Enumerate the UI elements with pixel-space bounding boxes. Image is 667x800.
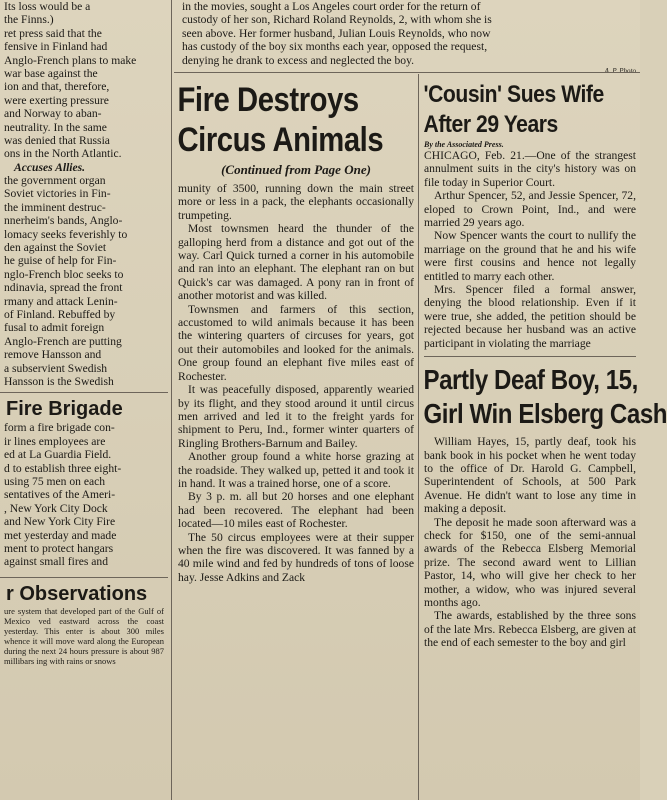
- headline-partly-deaf-boy: Partly Deaf Boy, 15,: [423, 364, 638, 396]
- paragraph: William Hayes, 15, partly deaf, took his bank book in his pocket when he went today to the office of Dr. Harold G. Campbell, Superintendent of Schools, at 500 Park Avenue. He didn't want to lose any time in making a deposit.: [424, 435, 636, 516]
- text-line: d to establish three eight-: [4, 461, 122, 475]
- text-line: nglo-French bloc seeks to: [4, 267, 124, 281]
- text-line: the government organ: [4, 173, 106, 187]
- paragraph: CHICAGO, Feb. 21.—One of the strangest annulment suits in the city's history was on file today in Superior Court.: [424, 149, 636, 189]
- text-line: ndinavia, spread the front: [4, 281, 123, 295]
- text-line: ons in the North Atlantic.: [4, 147, 122, 161]
- finland-story-text: [0, 0, 168, 161]
- left-column: [0, 0, 168, 800]
- text-line: fusal to admit foreign: [4, 321, 105, 335]
- paragraph: Now Spencer wants the court to nullify the marriage on the ground that he and his wife were first cousins and hence not legally entitled to marry each other.: [424, 229, 636, 283]
- text-line: ment to protect hangars: [4, 542, 114, 556]
- divider: [0, 577, 168, 578]
- text-line: Anglo-French plans to make: [4, 53, 137, 67]
- text-line: Anglo-French are putting: [4, 334, 122, 348]
- text-line: form a fire brigade con-: [4, 421, 115, 435]
- right-column: [420, 80, 667, 800]
- elsberg-story-text: [420, 435, 640, 650]
- text-line: remove Hansson and: [4, 348, 102, 362]
- text-line: Hansson is the Swedish: [4, 374, 114, 388]
- headline-observations: r Observations: [6, 582, 148, 605]
- paragraph: By 3 p. m. all but 20 horses and one elephant had been recovered. The elephant had been located—10 miles east of Rochester.: [178, 490, 414, 531]
- text-line: war base against the: [4, 67, 98, 81]
- text-line: the imminent destruc-: [4, 200, 106, 214]
- allies-story-text: [0, 174, 168, 389]
- circus-story-text: [174, 182, 418, 584]
- text-line: was denied that Russia: [4, 134, 110, 148]
- text-line: rmany and attack Lenin-: [4, 294, 118, 308]
- paragraph: It was peacefully disposed, apparently wearied by its flight, and they stood around it until circus men arrived and led it to the freight yards for shipment to Peru, Ind., former winter quarters of Ringling Brothers-Barnum and Bailey.: [178, 383, 414, 450]
- headline-after-29-years: After 29 Years: [423, 111, 558, 138]
- paragraph: Most townsmen heard the thunder of the galloping herd from a distance and got out of the way. Carl Quick turned a corner in his automobile and ran into an elephant. The elephant ran on but Quick's car was damaged. A pony ran in front of another motorist and was killed.: [178, 222, 414, 303]
- text-line: and New York City Fire: [4, 515, 116, 529]
- headline-fire-brigade: Fire Brigade: [6, 398, 123, 421]
- text-line: ret press said that the: [4, 26, 102, 40]
- photo-caption: [178, 0, 640, 75]
- text-line: lomacy seeks feverishly to: [4, 227, 128, 241]
- text-line: the Finns.): [4, 13, 54, 27]
- text-line: Soviet victories in Fin-: [4, 187, 111, 201]
- caption-line: custody of her son, Richard Roland Reynolds, 2, with whom she is: [182, 13, 492, 27]
- paragraph: Mrs. Spencer filed a formal answer, denying the blood relationship. Even if it were true, she added, the petition should be rejected because her husband was an active participant in violating the marriage: [424, 283, 636, 350]
- text-line: met yesterday and made: [4, 528, 117, 542]
- text-line: Its loss would be a: [4, 0, 91, 13]
- text-line: neutrality. In the same: [4, 120, 107, 134]
- paragraph: Townsmen and farmers of this section, accustomed to wild animals because it has been the wintering quarters of circuses for years, got out their automobiles and looked for the animals. One group found an elephant five miles east of Rochester.: [178, 302, 414, 383]
- text-line: , New York City Dock: [4, 501, 108, 515]
- paragraph: Another group found a white horse grazing at the roadside. They walked up, petted it and took it in hand. It was a trained horse, one of a score.: [178, 450, 414, 490]
- continued-note: (Continued from Page One): [221, 162, 371, 177]
- headline-elsberg-cash: Girl Win Elsberg Cash: [423, 398, 667, 430]
- column-rule: [171, 0, 172, 800]
- text-line: he guise of help for Fin-: [4, 254, 117, 268]
- annulment-story-text: [420, 149, 640, 350]
- headline-circus-animals: Circus Animals: [177, 121, 384, 159]
- column-rule: [418, 74, 419, 800]
- paragraph: munity of 3500, running down the main street more or less in a pack, the elephants occasionally trumpeting.: [178, 182, 414, 222]
- text-line: against small fires and: [4, 555, 108, 569]
- text-line: ion and that, therefore,: [4, 80, 110, 94]
- caption-line: denying he drank to excess and neglected the boy.: [182, 53, 415, 67]
- text-line: and Norway to aban-: [4, 107, 102, 121]
- text-line: a subservient Swedish: [4, 361, 108, 375]
- divider: [0, 392, 168, 393]
- paragraph: Arthur Spencer, 52, and Jessie Spencer, 72, eloped to Crown Point, Ind., and were married 29 years ago.: [424, 189, 636, 230]
- divider: [424, 356, 636, 357]
- text-line: nnerheim's bands, Anglo-: [4, 214, 123, 228]
- text-line: of Finland. Rebuffed by: [4, 307, 116, 321]
- middle-column: [174, 80, 418, 800]
- text-line: were exerting pressure: [4, 93, 109, 107]
- headline-cousin-sues: 'Cousin' Sues Wife: [423, 81, 604, 108]
- fire-brigade-text: [0, 421, 168, 568]
- paragraph: The 50 circus employees were at their supper when the fire was discovered. It was fanned by a 40 mile wind and fed by hundreds of tons of loose hay. Jesse Adkins and Zack: [178, 530, 414, 584]
- paragraph: The awards, established by the three sons of the late Mrs. Rebecca Elsberg, are given at the end of each semester to the boy and girl: [424, 609, 636, 650]
- text-line: den against the Soviet: [4, 240, 107, 254]
- subhead-accuses-allies: Accuses Allies.: [14, 160, 86, 174]
- text-line: using 75 men on each: [4, 475, 106, 488]
- divider: [174, 72, 640, 73]
- text-line: ed at La Guardia Field.: [4, 448, 112, 462]
- caption-line: has custody of the boy six months each year, opposed the request,: [182, 40, 488, 54]
- headline-fire-destroys: Fire Destroys: [177, 81, 359, 119]
- weather-text: ure system that developed part of the Gulf of Mexico ved eastward across the coast yesterday. This enter is about 300 miles whence it will move ward along the European during the next 24 hours pressure is about 987 millibars ing with rains or snows: [4, 605, 164, 666]
- caption-line: seen above. Her former husband, Julian Louis Reynolds, who now: [182, 26, 491, 40]
- caption-line: in the movies, sought a Los Angeles court order for the return of: [182, 0, 481, 13]
- byline: By the Associated Press.: [424, 140, 504, 149]
- text-line: ir lines employees are: [4, 434, 106, 448]
- text-line: sentatives of the Ameri-: [4, 488, 116, 502]
- text-line: fensive in Finland had: [4, 40, 108, 54]
- paragraph: The deposit he made soon afterward was a check for $150, one of the semi-annual awards of the Rebecca Elsberg Memorial prize. The second award went to Lillian Pastor, 14, who will give her check to her mother, a widow, who was injured several months ago.: [424, 515, 636, 609]
